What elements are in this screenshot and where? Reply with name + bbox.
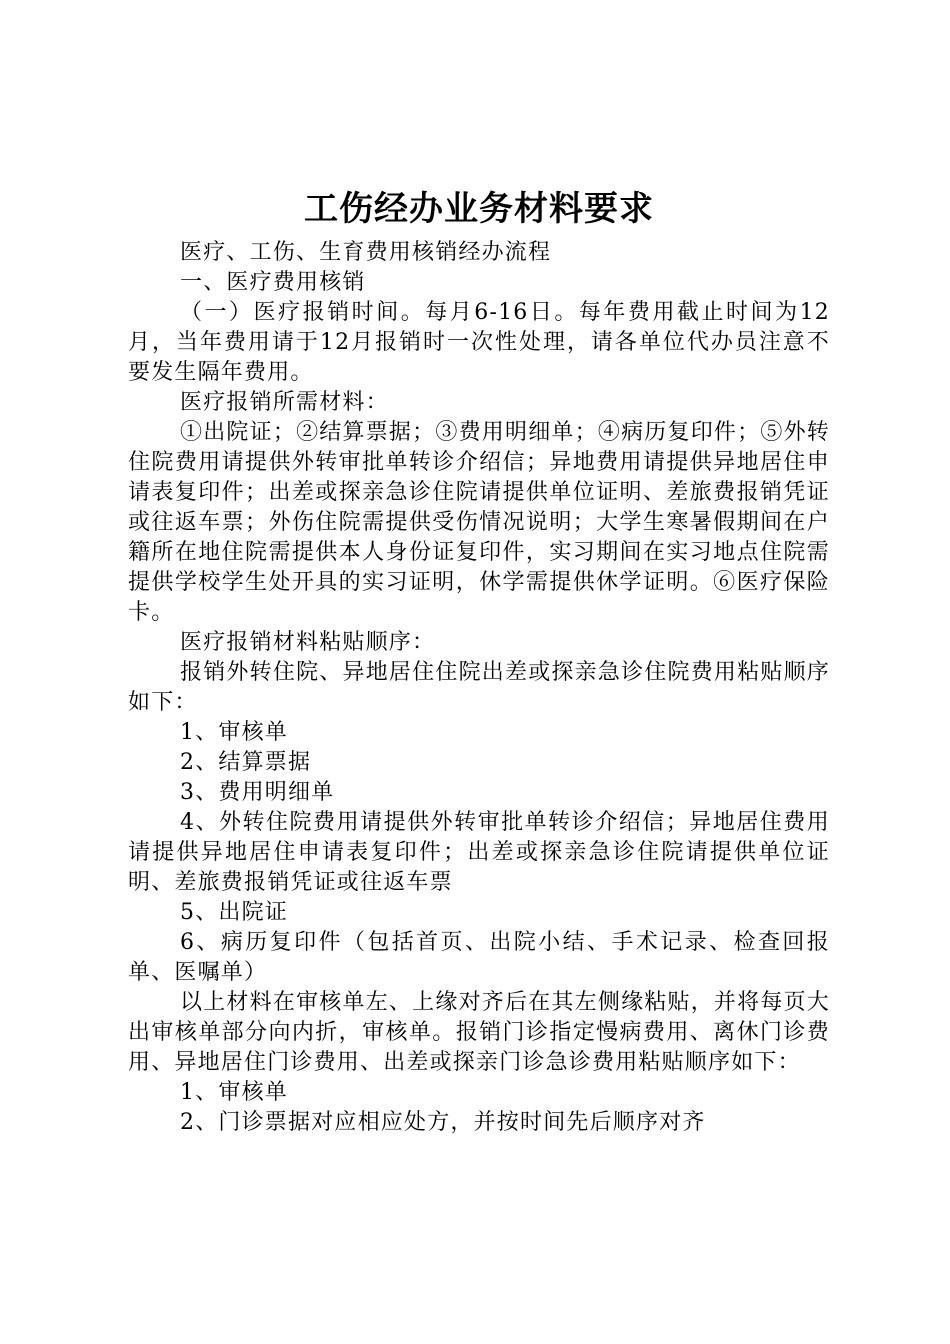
list-item: 2、结算票据 bbox=[180, 750, 312, 775]
paragraph-pasting-order-heading: 医疗报销材料粘贴顺序： bbox=[180, 630, 436, 655]
document-title: 工伤经办业务材料要求 bbox=[304, 189, 654, 229]
document-page bbox=[128, 186, 830, 1138]
list-item: 5、出院证 bbox=[180, 900, 288, 925]
list-item: 3、费用明细单 bbox=[180, 780, 335, 805]
paragraph-section-one: 一、医疗费用核销 bbox=[180, 270, 366, 295]
paragraph-materials-heading: 医疗报销所需材料： bbox=[180, 390, 389, 415]
list-item: 1、审核单 bbox=[180, 1080, 288, 1105]
paragraph-process-heading: 医疗、工伤、生育费用核销经办流程 bbox=[180, 240, 552, 265]
paragraph-reimbursement-time: （一）医疗报销时间。每月6-16日。每年费用截止时间为12月，当年费用请于12月报销时一次性处理，请各单位代办员注意不要发生隔年费用。 bbox=[128, 300, 830, 385]
list-item: 4、外转住院费用请提供外转审批单转诊介绍信；异地居住费用请提供异地居住申请表复印件；出差或探亲急诊住院请提供单位证明、差旅费报销凭证或往返车票 bbox=[128, 810, 830, 895]
list-item: 2、门诊票据对应相应处方，并按时间先后顺序对齐 bbox=[180, 1110, 706, 1135]
paragraph-materials-list: ①出院证；②结算票据；③费用明细单；④病历复印件；⑤外转住院费用请提供外转审批单转诊介绍信；异地费用请提供异地居住申请表复印件；出差或探亲急诊住院请提供单位证明、差旅费报销凭证或往返车票；外伤住院需提供受伤情况说明；大学生寒暑假期间在户籍所在地住院需提供本人身份证复印件，实习期间在实习地点住院需提供学校学生处开具的实习证明，休学需提供休学证明。⑥医疗保险卡。 bbox=[128, 420, 830, 625]
list-item: 6、病历复印件（包括首页、出院小结、手术记录、检查回报单、医嘱单） bbox=[128, 930, 830, 985]
list-item: 1、审核单 bbox=[180, 720, 288, 745]
paragraph-pasting-instructions: 以上材料在审核单左、上缘对齐后在其左侧缘粘贴，并将每页大出审核单部分向内折，审核单。报销门诊指定慢病费用、离休门诊费用、异地居住门诊费用、出差或探亲门诊急诊费用粘贴顺序如下： bbox=[128, 990, 830, 1075]
paragraph-inpatient-order-intro: 报销外转住院、异地居住住院出差或探亲急诊住院费用粘贴顺序如下： bbox=[128, 660, 830, 715]
